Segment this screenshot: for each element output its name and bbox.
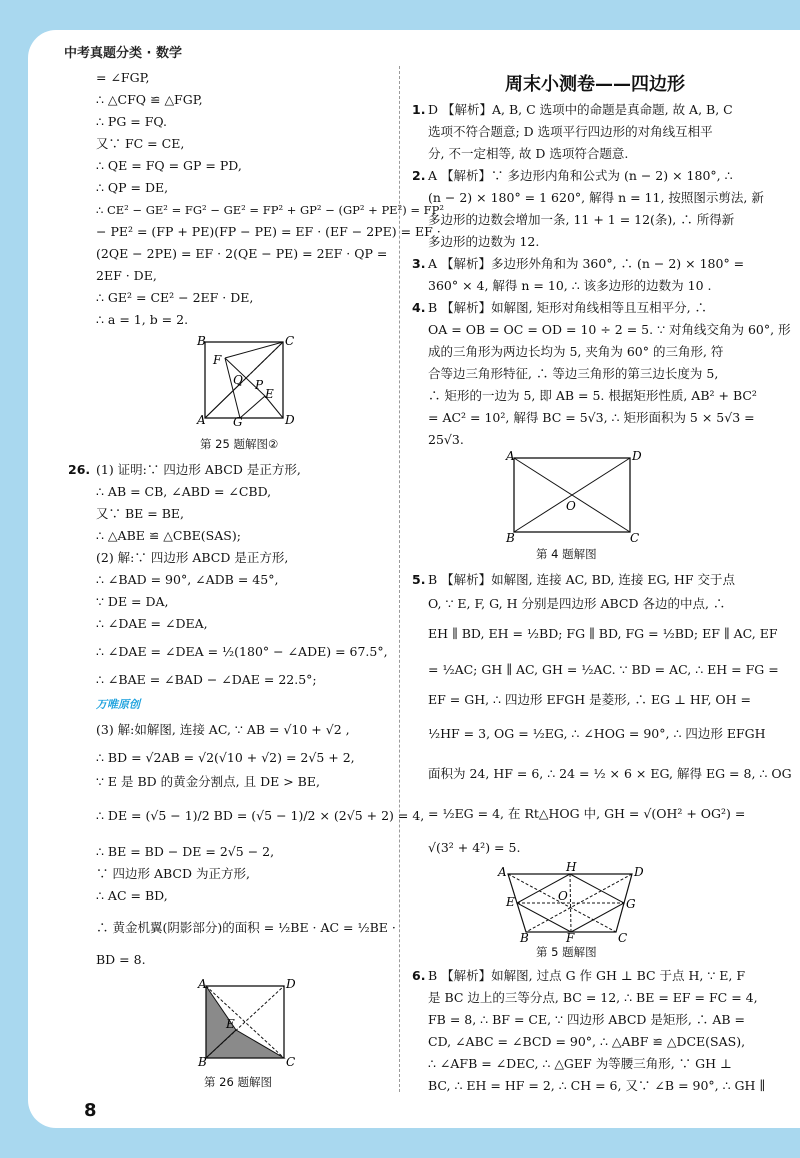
fig25-label: D bbox=[285, 413, 295, 427]
text-line: (2) 解:∵ 四边形 ABCD 是正方形, bbox=[96, 550, 289, 565]
fig25-label: F bbox=[213, 353, 222, 367]
fig26-label: A bbox=[198, 977, 207, 991]
text-line: ∴ ∠BAD = 90°, ∠ADB = 45°, bbox=[96, 572, 279, 587]
text-line: OA = OB = OC = OD = 10 ÷ 2 = 5. ∵ 对角线交角为 60°, 形 bbox=[428, 322, 791, 337]
fig5-label: E bbox=[506, 895, 515, 909]
section-title: 周末小测卷——四边形 bbox=[505, 74, 685, 95]
text-line: 多边形的边数会增加一条, 11 + 1 = 12(条), ∴ 所得新 bbox=[428, 212, 735, 227]
text-line: 是 BC 边上的三等分点, BC = 12, ∴ BE = EF = FC = 4, bbox=[428, 990, 758, 1005]
text-line: D 【解析】A, B, C 选项中的命题是真命题, 故 A, B, C bbox=[428, 102, 733, 117]
text-line: ∴ 黄金机翼(阴影部分)的面积 = ½BE · AC = ½BE · bbox=[96, 920, 396, 935]
fig26-label: C bbox=[286, 1055, 296, 1069]
text-line: (3) 解:如解图, 连接 AC, ∵ AB = √10 + √2 , bbox=[96, 722, 350, 737]
fig4-label: B bbox=[506, 531, 515, 545]
fig5-label: F bbox=[566, 931, 575, 945]
fig5-label: A bbox=[498, 865, 507, 879]
question-number: 1. bbox=[412, 102, 426, 117]
fig25-label: A bbox=[197, 413, 206, 427]
text-line: FB = 8, ∴ BF = CE, ∵ 四边形 ABCD 是矩形, ∴ AB = bbox=[428, 1012, 746, 1027]
fig26-label: E bbox=[226, 1017, 235, 1031]
text-line: ∴ 矩形的一边为 5, 即 AB = 5. 根据矩形性质, AB² + BC² bbox=[428, 388, 757, 403]
text-line: 360° × 4, 解得 n = 10, ∴ 该多边形的边数为 10 . bbox=[428, 278, 712, 293]
text-line: = ½EG = 4, 在 Rt△HOG 中, GH = √(OH² + OG²) = bbox=[428, 806, 746, 821]
text-line: BC, ∴ EH = HF = 2, ∴ CH = 6, 又∵ ∠B = 90°, ∴ GH ∥ bbox=[428, 1078, 766, 1093]
figure-5-caption: 第 5 题解图 bbox=[536, 945, 597, 959]
text-line: A 【解析】多边形外角和为 360°, ∴ (n − 2) × 180° = bbox=[428, 256, 745, 271]
text-line: ∴ ∠DAE = ∠DEA, bbox=[96, 616, 208, 631]
text-line: = ½AC; GH ∥ AC, GH = ½AC. ∵ BD = AC, ∴ EH = FG = bbox=[428, 662, 779, 677]
fig25-label: B bbox=[197, 334, 206, 348]
fig5-label: H bbox=[566, 860, 577, 874]
text-line: B 【解析】如解图, 过点 G 作 GH ⊥ BC 于点 H, ∵ E, F bbox=[428, 968, 746, 983]
figure-25-diagram bbox=[195, 334, 295, 429]
text-line: ∴ △ABE ≌ △CBE(SAS); bbox=[96, 528, 241, 543]
question-number: 4. bbox=[412, 300, 426, 315]
question-number: 3. bbox=[412, 256, 426, 271]
text-line: 分, 不一定相等, 故 D 选项符合题意. bbox=[428, 146, 629, 161]
text-line: (n − 2) × 180° = 1 620°, 解得 n = 11, 按照图示剪法, 新 bbox=[428, 190, 764, 205]
page-number: 8 bbox=[84, 1100, 97, 1121]
figure-4-diagram bbox=[504, 449, 644, 545]
fig5-label: C bbox=[618, 931, 628, 945]
fig4-label: C bbox=[630, 531, 640, 545]
text-line: BD = 8. bbox=[96, 952, 146, 967]
question-number: 26. bbox=[68, 462, 91, 477]
running-header: 中考真题分类 · 数学 bbox=[64, 46, 182, 61]
text-line: B 【解析】如解图, 矩形对角线相等且互相平分, ∴ bbox=[428, 300, 708, 315]
text-line: ∵ E 是 BD 的黄金分割点, 且 DE > BE, bbox=[96, 774, 320, 789]
text-line: √(3² + 4²) = 5. bbox=[428, 840, 521, 855]
text-line: 合等边三角形特征, ∴ 等边三角形的第三边长度为 5, bbox=[428, 366, 719, 381]
figure-26-caption: 第 26 题解图 bbox=[204, 1075, 272, 1089]
fig5-label: O bbox=[558, 889, 568, 903]
fig25-label: G bbox=[233, 415, 243, 429]
brand-badge: 万唯原创 bbox=[96, 698, 140, 711]
fig5-label: G bbox=[626, 897, 636, 911]
fig5-label: D bbox=[634, 865, 644, 879]
text-line: B 【解析】如解图, 连接 AC, BD, 连接 EG, HF 交于点 bbox=[428, 572, 736, 587]
fig25-label: Q bbox=[233, 373, 243, 387]
text-line: EF = GH, ∴ 四边形 EFGH 是菱形, ∴ EG ⊥ HF, OH = bbox=[428, 692, 752, 707]
text-line: ½HF = 3, OG = ½EG, ∴ ∠HOG = 90°, ∴ 四边形 EFGH bbox=[428, 726, 766, 741]
fig26-label: D bbox=[286, 977, 296, 991]
fig25-label: P bbox=[255, 378, 264, 392]
text-line: ∴ PG = FQ. bbox=[96, 114, 168, 129]
text-line: 2EF · DE, bbox=[96, 268, 157, 283]
text-line: (2QE − 2PE) = EF · 2(QE − PE) = 2EF · QP = bbox=[96, 246, 388, 261]
text-line: O, ∵ E, F, G, H 分别是四边形 ABCD 各边的中点, ∴ bbox=[428, 596, 726, 611]
text-line: ∴ ∠DAE = ∠DEA = ½(180° − ∠ADE) = 67.5°, bbox=[96, 644, 388, 659]
text-line: ∵ DE = DA, bbox=[96, 594, 169, 609]
text-line: ∴ BE = BD − DE = 2√5 − 2, bbox=[96, 844, 275, 859]
column-divider bbox=[399, 66, 400, 1092]
fig4-label: O bbox=[566, 499, 576, 513]
figure-5-diagram bbox=[496, 860, 646, 945]
text-line: = AC² = 10², 解得 BC = 5√3, ∴ 矩形面积为 5 × 5√3 = bbox=[428, 410, 755, 425]
fig4-label: A bbox=[506, 449, 515, 463]
text-line: 又∵ BE = BE, bbox=[96, 506, 184, 521]
text-line: − PE² = (FP + PE)(FP − PE) = EF · (EF − 2PE) = EF · bbox=[96, 224, 441, 239]
text-line: EH ∥ BD, EH = ½BD; FG ∥ BD, FG = ½BD; EF ∥ AC, EF bbox=[428, 626, 778, 641]
text-line: ∴ AC = BD, bbox=[96, 888, 168, 903]
fig25-label: E bbox=[265, 387, 274, 401]
text-line: 多边形的边数为 12. bbox=[428, 234, 540, 249]
text-line: ∴ △CFQ ≌ △FGP, bbox=[96, 92, 203, 107]
text-line: ∴ GE² = CE² − 2EF · DE, bbox=[96, 290, 254, 305]
text-line: CD, ∠ABC = ∠BCD = 90°, ∴ △ABF ≌ △DCE(SAS), bbox=[428, 1034, 746, 1049]
text-line: ∴ DE = (√5 − 1)/2 BD = (√5 − 1)/2 × (2√5 + 2) = 4, bbox=[96, 808, 425, 823]
text-line: 成的三角形为两边长均为 5, 夹角为 60° 的三角形, 符 bbox=[428, 344, 724, 359]
text-line: 25√3. bbox=[428, 432, 464, 447]
question-number: 5. bbox=[412, 572, 426, 587]
text-line: 选项不符合题意; D 选项平行四边形的对角线互相平 bbox=[428, 124, 713, 139]
text-line: ∴ QE = FQ = GP = PD, bbox=[96, 158, 242, 173]
fig26-label: B bbox=[198, 1055, 207, 1069]
text-line: ∴ CE² − GE² = FG² − GE² = FP² + GP² − (GP² + PE²) = FP² bbox=[96, 203, 444, 217]
text-line: ∴ AB = CB, ∠ABD = ∠CBD, bbox=[96, 484, 272, 499]
text-line: = ∠FGP, bbox=[96, 70, 150, 85]
text-line: ∴ ∠BAE = ∠BAD − ∠DAE = 22.5°; bbox=[96, 672, 317, 687]
question-number: 2. bbox=[412, 168, 426, 183]
text-line: 面积为 24, HF = 6, ∴ 24 = ½ × 6 × EG, 解得 EG = 8, ∴ OG bbox=[428, 766, 792, 781]
text-line: (1) 证明:∵ 四边形 ABCD 是正方形, bbox=[96, 462, 301, 477]
fig25-label: C bbox=[285, 334, 295, 348]
text-line: ∴ ∠AFB = ∠DEC, ∴ △GEF 为等腰三角形, ∵ GH ⊥ bbox=[428, 1056, 732, 1071]
text-line: A 【解析】∵ 多边形内角和公式为 (n − 2) × 180°, ∴ bbox=[428, 168, 733, 183]
fig4-label: D bbox=[632, 449, 642, 463]
question-number: 6. bbox=[412, 968, 426, 983]
text-line: 又∵ FC = CE, bbox=[96, 136, 185, 151]
figure-25-caption: 第 25 题解图② bbox=[200, 437, 279, 451]
text-line: ∴ a = 1, b = 2. bbox=[96, 312, 189, 327]
text-line: ∴ BD = √2AB = √2(√10 + √2) = 2√5 + 2, bbox=[96, 750, 355, 765]
text-line: ∴ QP = DE, bbox=[96, 180, 169, 195]
fig5-label: B bbox=[520, 931, 529, 945]
text-line: ∵ 四边形 ABCD 为正方形, bbox=[96, 866, 250, 881]
figure-26-diagram bbox=[196, 978, 296, 1068]
figure-4-caption: 第 4 题解图 bbox=[536, 547, 597, 561]
